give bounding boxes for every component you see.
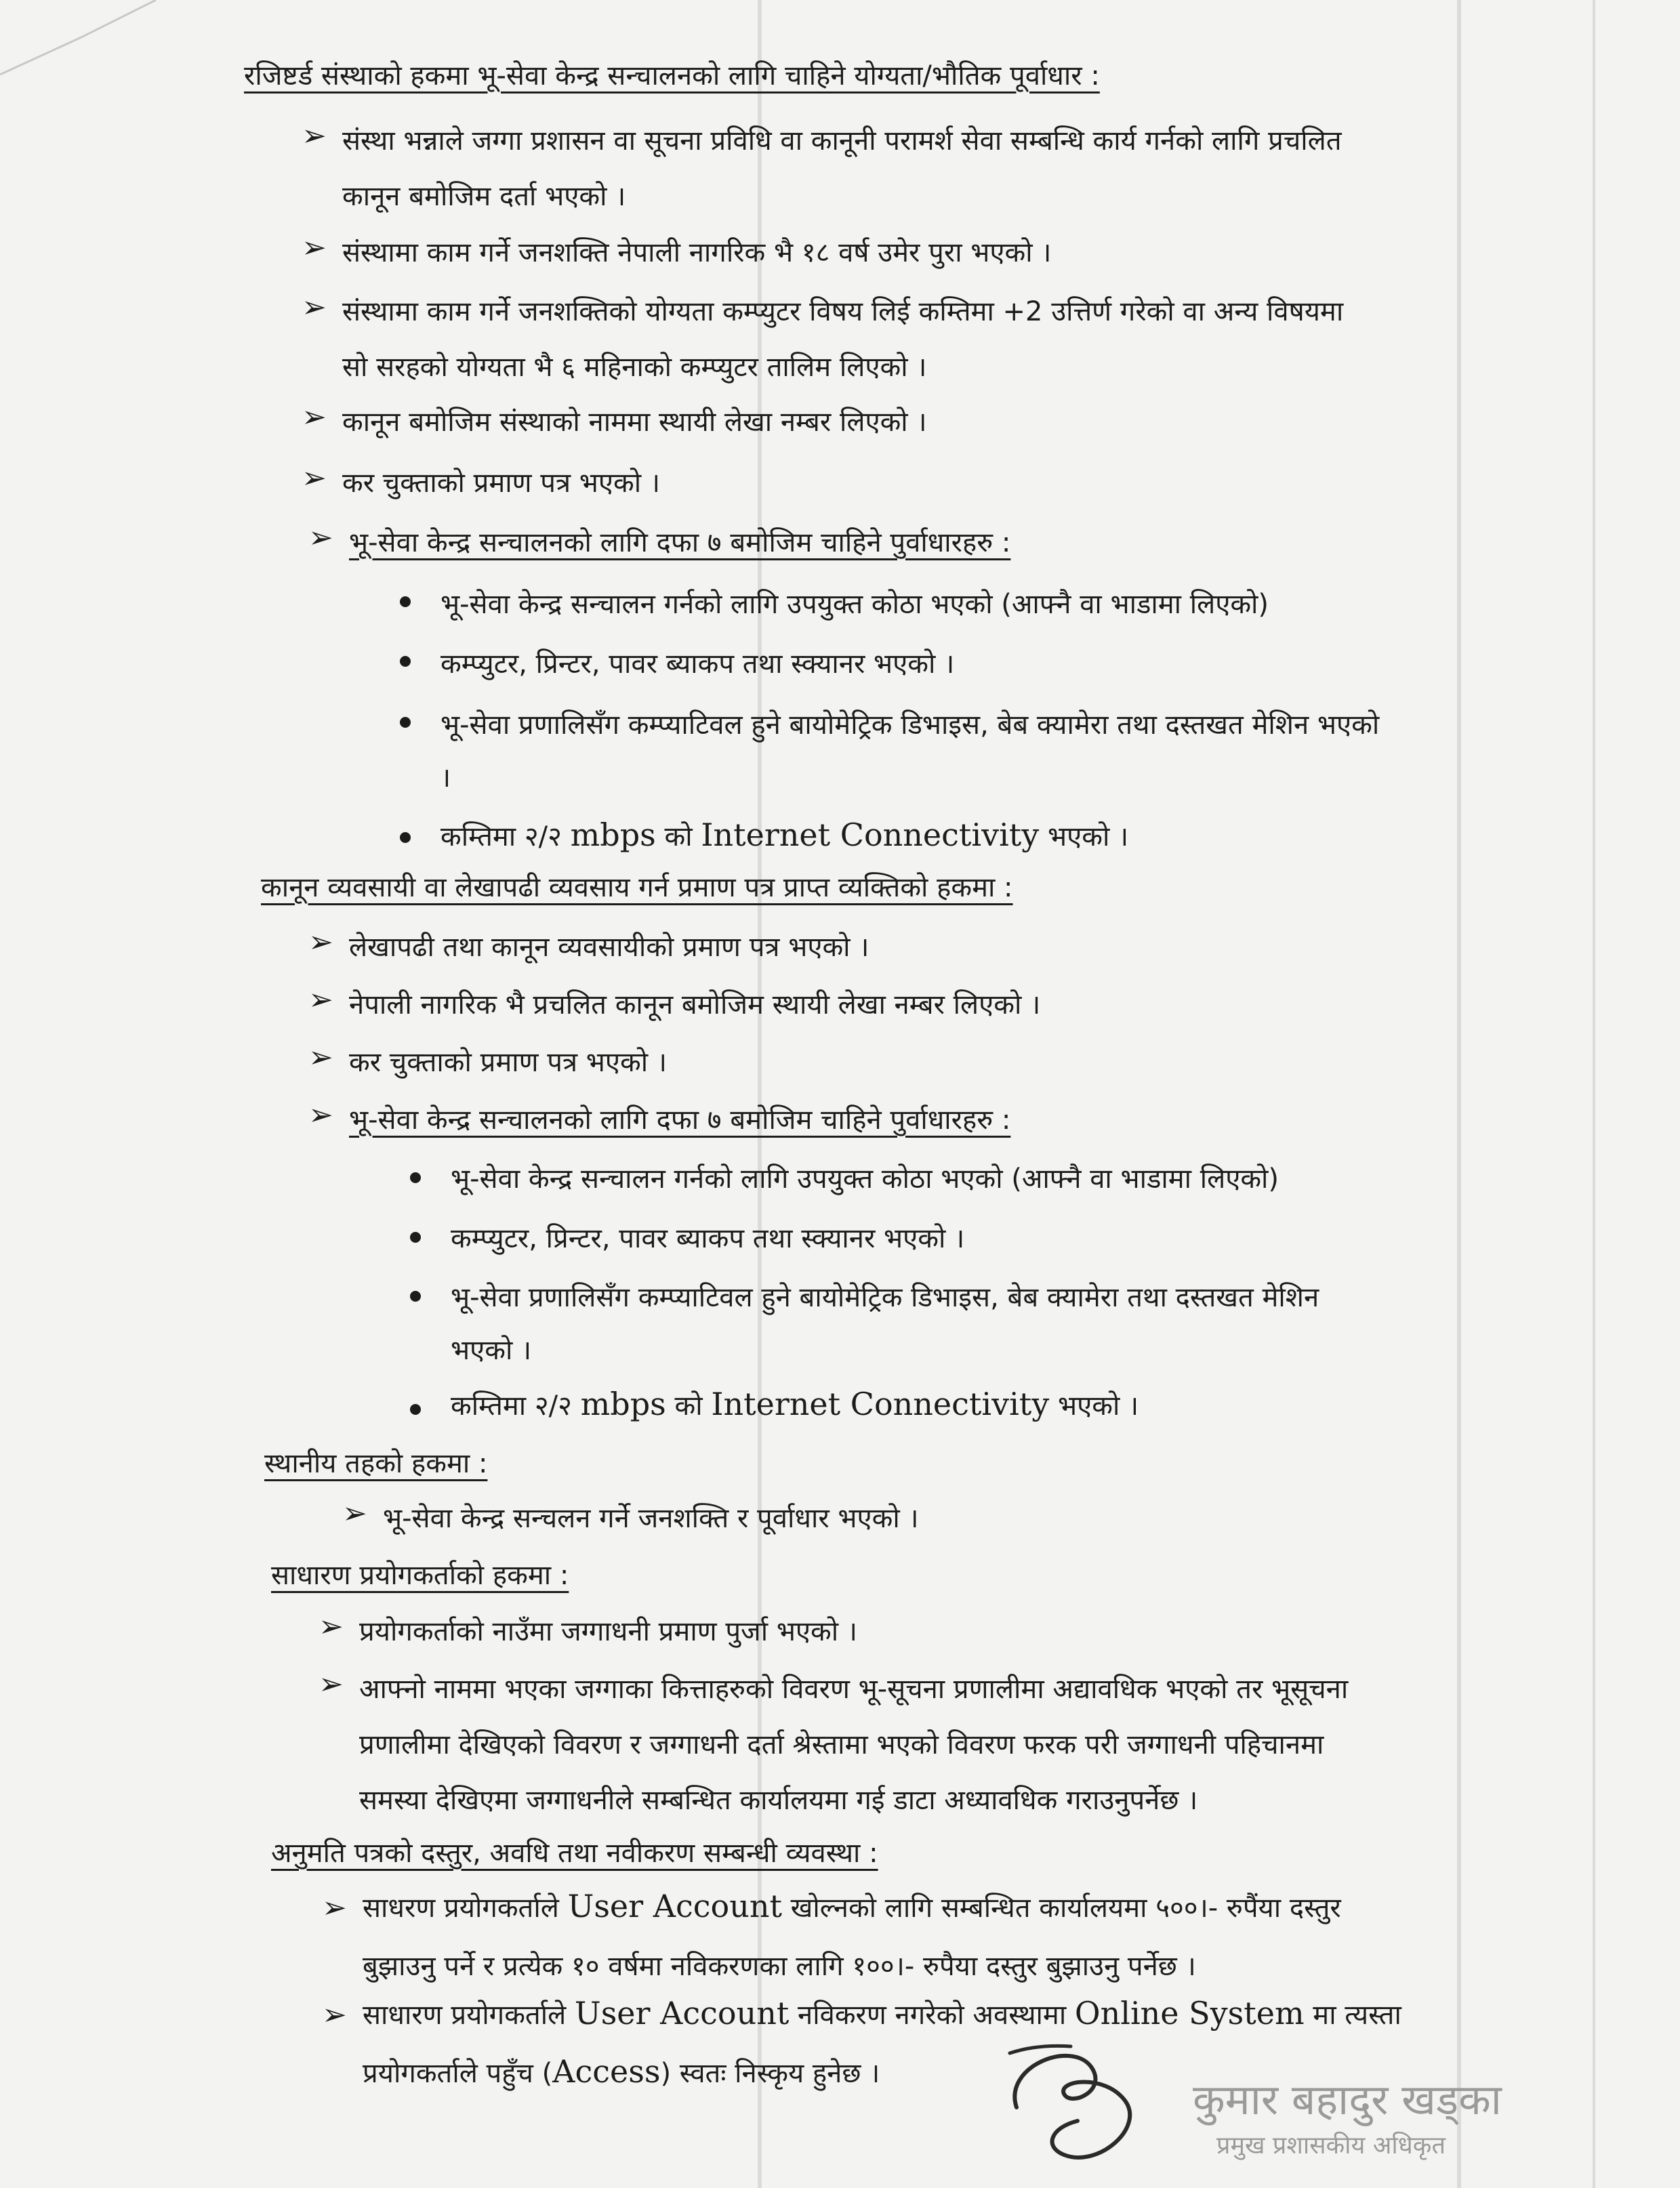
arrow-bullet-icon: ➢ <box>319 1609 344 1644</box>
item-text <box>441 817 1128 854</box>
item-text: कर चुक्ताको प्रमाण पत्र भएको । <box>342 468 660 499</box>
item-text: प्रयोगकर्ताको नाउँमा जग्गाधनी प्रमाण पुर्जा भएको । <box>359 1616 858 1647</box>
section-heading-legal-practitioner: कानून व्यवसायी वा लेखापढी व्यवसाय गर्न प्रमाण पत्र प्राप्त व्यक्तिको हकमा : <box>261 872 1013 903</box>
text-part: Internet Connectivity <box>701 817 1040 853</box>
section-heading-local-level: स्थानीय तहको हकमा : <box>264 1448 488 1479</box>
fold-line <box>1593 0 1595 2188</box>
item-text: आफ्नो नाममा भएका जग्गाका कित्ताहरुको विवरण भू-सूचना प्रणालीमा अद्यावधिक भएको तर भूसूचना <box>359 1674 1349 1705</box>
item-text: भू-सेवा केन्द्र सन्चालनको लागि दफा ७ बमोजिम चाहिने पुर्वाधारहरु : <box>349 1105 1011 1136</box>
item-text: लेखापढी तथा कानून व्यवसायीको प्रमाण पत्र भएको । <box>349 932 869 963</box>
text-part: मा त्यस्ता <box>1304 2000 1401 2031</box>
signature <box>989 2026 1186 2182</box>
arrow-bullet-icon: ➢ <box>302 400 327 434</box>
text-part: User Account <box>567 1888 782 1924</box>
item-text: कानून बमोजिम दर्ता भएको । <box>342 181 626 212</box>
arrow-bullet-icon: ➢ <box>322 1891 347 1925</box>
bullet-dot-icon <box>410 1404 421 1415</box>
text-part: Access <box>552 2053 661 2090</box>
item-text: बुझाउनु पर्ने र प्रत्येक १० वर्षमा नविकरणका लागि १००।- रुपैया दस्तुर बुझाउनु पर्नेछ । <box>363 1951 1196 1982</box>
item-text: प्रणालीमा देखिएको विवरण र जग्गाधनी दर्ता श्रेस्तामा भएको विवरण फरक परी जग्गाधनी पहिचानमा <box>359 1729 1324 1760</box>
text-part: साधारण प्रयोगकर्ताले <box>363 2000 575 2031</box>
arrow-bullet-icon: ➢ <box>308 1098 333 1132</box>
item-text: भू-सेवा केन्द्र सन्चलन गर्ने जनशक्ति र पूर्वाधार भएको । <box>383 1503 919 1534</box>
item-text <box>363 1995 1401 2032</box>
dog-ear-fold <box>0 0 163 81</box>
text-part: खोल्नको लागि सम्बन्धित कार्यालयमा ५००।- रुपैंया दस्तुर <box>781 1893 1341 1924</box>
arrow-bullet-icon: ➢ <box>322 1998 347 2032</box>
text-part: प्रयोगकर्ताले पहुँच ( <box>363 2058 553 2089</box>
arrow-bullet-icon: ➢ <box>302 119 327 153</box>
section-heading-permit-fee: अनुमति पत्रको दस्तुर, अवधि तथा नवीकरण सम्बन्धी व्यवस्था : <box>271 1838 878 1869</box>
item-text: भू-सेवा केन्द्र सन्चालन गर्नको लागि उपयुक्त कोठा भएको (आफ्नै वा भाडामा लिएको) <box>451 1163 1279 1195</box>
item-text: कर चुक्ताको प्रमाण पत्र भएको । <box>349 1047 667 1078</box>
text-part: ) स्वतः निस्कृय हुनेछ । <box>660 2058 880 2089</box>
item-text: कानून बमोजिम संस्थाको नाममा स्थायी लेखा नम्बर लिएको । <box>342 407 927 438</box>
item-text <box>363 1888 1341 1925</box>
text-part: को <box>665 1390 712 1422</box>
bullet-dot-icon <box>400 656 411 667</box>
arrow-bullet-icon: ➢ <box>308 925 333 959</box>
arrow-bullet-icon: ➢ <box>308 983 333 1017</box>
bullet-dot-icon <box>400 832 411 843</box>
bullet-dot-icon <box>410 1172 421 1183</box>
text-part: कम्तिमा २/२ <box>441 821 571 852</box>
section-heading-registered-org: रजिष्टर्ड संस्थाको हकमा भू-सेवा केन्द्र सन्चालनको लागि चाहिने योग्यता/भौतिक पूर्वाधार : <box>244 60 1100 91</box>
item-text: । <box>441 762 451 793</box>
item-text: संस्था भन्नाले जग्गा प्रशासन वा सूचना प्रविधि वा कानूनी परामर्श सेवा सम्बन्धि कार्य गर्नको लागि प्रचलित <box>342 125 1342 157</box>
item-text <box>363 2053 880 2090</box>
item-text: सो सरहको योग्यता भै ६ महिनाको कम्प्युटर तालिम लिएको । <box>342 352 927 383</box>
bullet-dot-icon <box>400 717 411 728</box>
item-text: भू-सेवा केन्द्र सन्चालन गर्नको लागि उपयुक्त कोठा भएको (आफ्नै वा भाडामा लिएको) <box>441 589 1269 620</box>
text-part: भएको । <box>1049 1390 1139 1422</box>
text-part: नविकरण नगरेको अवस्थामा <box>789 2000 1075 2031</box>
arrow-bullet-icon: ➢ <box>302 290 327 325</box>
text-part: Online System <box>1074 1995 1305 2031</box>
text-part: भएको । <box>1039 821 1129 852</box>
text-part: Internet Connectivity <box>711 1386 1050 1422</box>
section-heading-general-user: साधारण प्रयोगकर्ताको हकमा : <box>271 1560 569 1591</box>
fold-line <box>1457 0 1461 2188</box>
text-part: को <box>655 821 701 852</box>
bullet-dot-icon <box>400 596 411 607</box>
item-text: संस्थामा काम गर्ने जनशक्ति नेपाली नागरिक भै १८ वर्ष उमेर पुरा भएको । <box>342 237 1052 268</box>
item-text <box>451 1386 1139 1423</box>
text-part: कम्तिमा २/२ <box>451 1390 581 1422</box>
item-text: संस्थामा काम गर्ने जनशक्तिको योग्यता कम्प्युटर विषय लिई कम्तिमा +2 उत्तिर्ण गरेको वा अन्य विषयमा <box>342 296 1344 327</box>
text-part: User Account <box>574 1995 790 2031</box>
item-text: नेपाली नागरिक भै प्रचलित कानून बमोजिम स्थायी लेखा नम्बर लिएको । <box>349 989 1041 1020</box>
text-part: साधरण प्रयोगकर्ताले <box>363 1893 568 1924</box>
item-text: भएको । <box>451 1335 532 1366</box>
item-text: समस्या देखिएमा जग्गाधनीले सम्बन्धित कार्यालयमा गई डाटा अध्यावधिक गराउनुपर्नेछ । <box>359 1785 1198 1816</box>
item-text: भू-सेवा प्रणालिसँग कम्प्याटिवल हुने बायोमेट्रिक डिभाइस, बेब क्यामेरा तथा दस्तखत मेशिन भएको <box>441 709 1380 741</box>
item-text: कम्प्युटर, प्रिन्टर, पावर ब्याकप तथा स्क्यानर भएको । <box>451 1223 965 1254</box>
arrow-bullet-icon: ➢ <box>308 1040 333 1075</box>
text-part: mbps <box>580 1386 666 1422</box>
stamp-title: प्रमुख प्रशासकीय अधिकृत <box>1216 2132 1446 2160</box>
bullet-dot-icon <box>410 1291 421 1302</box>
item-text: भू-सेवा प्रणालिसँग कम्प्याटिवल हुने बायोमेट्रिक डिभाइस, बेब क्यामेरा तथा दस्तखत मेशिन <box>451 1282 1319 1313</box>
arrow-bullet-icon: ➢ <box>302 230 327 265</box>
arrow-bullet-icon: ➢ <box>319 1667 344 1701</box>
bullet-dot-icon <box>410 1232 421 1243</box>
arrow-bullet-icon: ➢ <box>308 520 333 555</box>
stamp-name: कुमार बहादुर खड्का <box>1193 2075 1502 2124</box>
item-text: कम्प्युटर, प्रिन्टर, पावर ब्याकप तथा स्क्यानर भएको । <box>441 648 955 680</box>
item-text: भू-सेवा केन्द्र सन्चालनको लागि दफा ७ बमोजिम चाहिने पुर्वाधारहरु : <box>349 527 1011 558</box>
arrow-bullet-icon: ➢ <box>342 1496 367 1531</box>
text-part: mbps <box>570 817 656 853</box>
arrow-bullet-icon: ➢ <box>302 461 327 495</box>
